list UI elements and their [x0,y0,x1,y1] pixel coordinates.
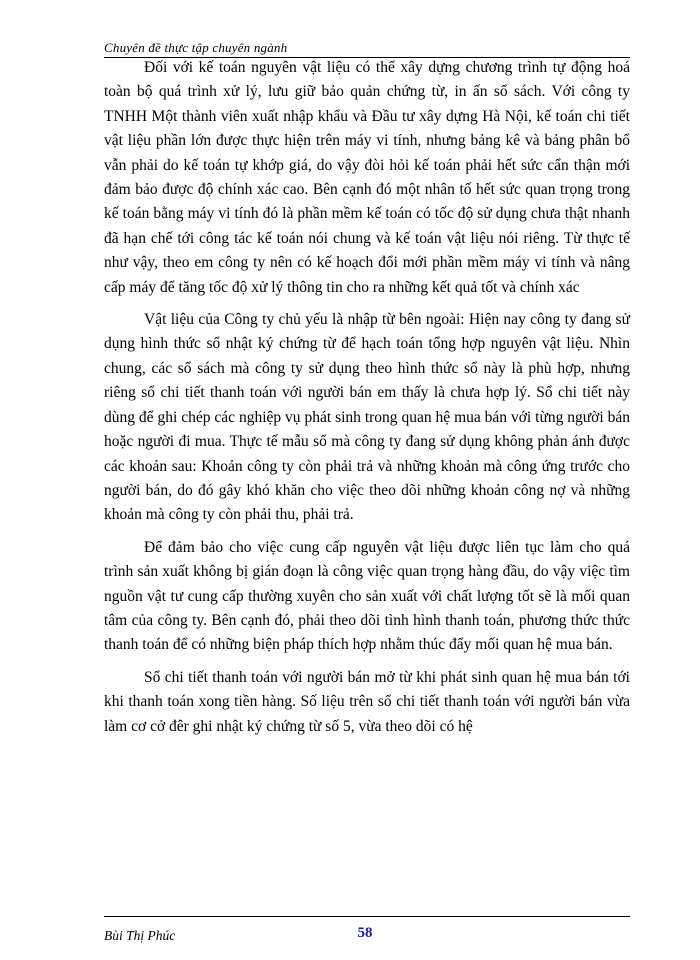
body-paragraph-2: Vật liệu của Công ty chủ yếu là nhập từ bên ngoài: Hiện nay công ty đang sử dụng hình thức sổ nhật ký chứng từ để hạch toán tổng hợp nguyên vật liệu. Nhìn chung, các sổ sách mà công ty sử dụng theo hình thức sổ này là phù hợp, nhưng riêng sổ chi tiết thanh toán với người bán em thấy là chưa hợp lý. Sổ chi tiết này dùng để ghi chép các nghiệp vụ phát sinh trong quan hệ mua bán với từng người bán hoặc người đi mua. Thực tế mẫu sổ mà công ty đang sử dụng không phản ánh được các khoản sau: Khoản công ty còn phải trả và những khoản mà công ứng trước cho người bán, do đó gây khó khăn cho việc theo dõi những khoản công nợ và những khoản mà công ty còn phải thu, phải trả. [104,311,630,524]
footer-divider [104,916,630,917]
body-paragraph-4: Sổ chi tiết thanh toán với người bán mở từ khi phát sinh quan hệ mua bán tới khi thanh toán xong tiền hàng. Số liệu trên sổ chi tiết thanh toán với người bán vừa làm cơ cở đêr ghi nhật ký chứng từ số 5, vừa theo dõi có hệ [104,668,630,735]
footer-author: Bùi Thị Phúc [104,928,176,943]
page-body [104,56,630,747]
page-number: 58 [357,925,373,941]
body-paragraph-1: Đối với kế toán nguyên vật liệu có thể xây dựng chương trình tự động hoá toàn bộ quá trình xử lý, lưu giữ bảo quản chứng từ, in ấn sổ sách. Với công ty TNHH Một thành viên xuất nhập khẩu và Đầu tư xây dựng Hà Nội, kế toán chi tiết vật liệu phần lớn được thực hiện trên máy vi tính, nhưng bảng kê và bảng phân bổ vẫn phải do kế toán tự khớp giá, do vậy đòi hỏi kế toán phải hết sức cẩn thận mới đảm bảo được độ chính xác cao. Bên cạnh đó một nhân tố hết sức quan trọng trong kế toán bằng máy vi tính đó là phần mềm kế toán có tốc độ sử dụng chưa thật nhanh đã hạn chế tới công tác kế toán nói chung và kế toán vật liệu nói riêng. Từ thực tế như vậy, theo em công ty nên có kế hoạch đổi mới phần mềm máy vi tính và nâng cấp máy để tăng tốc độ xử lý thông tin cho ra những kết quả tốt và chính xác [104,59,630,296]
header-title: Chuyên đề thực tập chuyên ngành [104,40,288,55]
body-paragraph-3: Để đảm bảo cho việc cung cấp nguyên vật liệu được liên tục làm cho quá trình sản xuất không bị gián đoạn là công việc quan trọng hàng đầu, do vậy việc tìm nguồn vật tư cung cấp thường xuyên cho sản xuất với chất lượng tốt sẽ là mối quan tâm của công ty. Bên cạnh đó, phải theo dõi tình hình thanh toán, phương thức thức thanh toán để có những biện pháp thích hợp nhằm thúc đẩy mối quan hệ mua bán. [104,538,630,654]
